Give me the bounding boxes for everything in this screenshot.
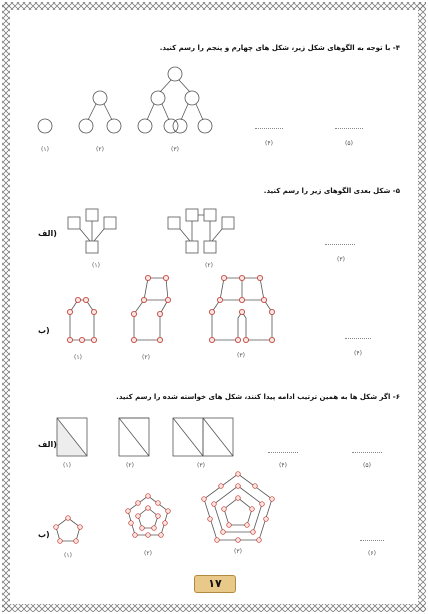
q6a-answer-blank-5[interactable] [352,452,382,453]
question-5-text: ۵- شکل بعدی الگوهای زیر را رسم کنید. [263,187,400,195]
q5b-label-3: (۳) [237,352,245,359]
q6a-label-2: (۲) [126,462,134,469]
q5a-label-3: (۳) [337,256,345,263]
q4-label-5: (۵) [345,140,353,147]
q6b-label-2: (۲) [144,550,152,557]
q6b-answer-blank-6[interactable] [360,540,384,541]
q5a-answer-blank-3[interactable] [325,244,355,245]
q6a-label-5: (۵) [363,462,371,469]
q6b-label-3: (۳) [234,548,242,555]
q4-label-2: (۲) [96,146,104,153]
q6-row-a-label: (الف [38,440,57,449]
q5b-label-4: (۴) [354,350,362,357]
q4-label-4: (۴) [265,140,273,147]
q6a-label-3: (۳) [197,462,205,469]
q4-label-3: (۳) [171,146,179,153]
q5-boxes-pattern [62,205,282,257]
q6a-label-1: (۱) [63,462,71,469]
q5-house-pattern [62,270,282,350]
q5a-label-2: (۲) [205,262,213,269]
q6a-answer-blank-4[interactable] [268,452,298,453]
q4-label-1: (۱) [41,146,49,153]
q4-answer-blank-5[interactable] [335,128,363,129]
q6-row-b-label: (ب [38,530,50,539]
q5-row-a-label: (الف [38,229,57,238]
question-6-text: ۶- اگر شکل ها به همین ترتیب ادامه پیدا کنند، شکل های خواسته شده را رسم کنید. [116,393,400,401]
q6a-label-4: (۴) [279,462,287,469]
q4-tree-patterns [30,64,230,139]
q6b-label-6: (۶) [368,550,376,557]
page-number-badge: ۱۷ [194,575,236,593]
q5b-answer-blank-4[interactable] [345,338,371,339]
q6-pentagon-pattern [40,468,300,548]
q5a-label-1: (۱) [92,262,100,269]
question-4-text: ۴- با توجه به الگوهای شکل زیر، شکل های چهارم و پنجم را رسم کنید. [159,44,400,52]
q4-answer-blank-4[interactable] [255,128,283,129]
q5-row-b-label: (ب [38,326,50,335]
q5b-label-1: (۱) [74,354,82,361]
q6b-label-1: (۱) [64,552,72,559]
q5b-label-2: (۲) [142,354,150,361]
q6-triangle-pattern [55,416,245,458]
